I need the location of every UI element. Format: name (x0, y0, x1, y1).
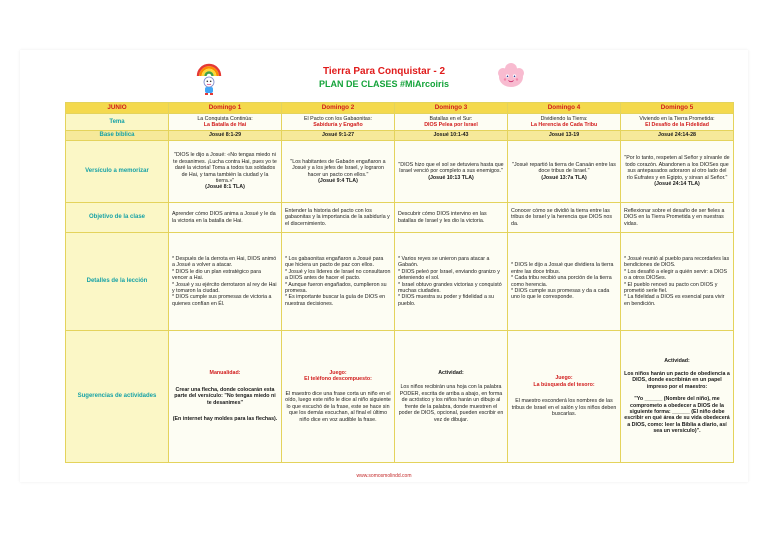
activity-body: Crear una flecha, donde colocarán esta parte del versículo: "No tengas miedo ni te desanimes" (174, 386, 276, 406)
tema-cell (508, 114, 621, 131)
month-cell: JUNIO (66, 103, 169, 114)
activity-title: Juego: El teléfono descompuesto: (304, 370, 372, 383)
sugerencias-cell (169, 331, 282, 463)
day-header: Domingo 2 (282, 103, 395, 114)
versiculo-text: "Los habitantes de Gabaón engañaron a Josué y a los jefes de Israel, y lograron hacer un pacto con ellos." (290, 158, 386, 178)
objetivo-cell: Aprender cómo DIOS anima a Josué y le da la victoria en la batalla de Hai. (169, 203, 282, 233)
day-header: Domingo 3 (395, 103, 508, 114)
activity-note: "Yo ______ (Nombre del niño), me comprometo a obedecer a DIOS de la siguiente forma: ______ (El niño debe escribir en qué área de su vida obedecerá a DIOS, como: leer la Biblia a diario, así sea un versículo)". (624, 396, 730, 435)
page-title: Tierra Para Conquistar - 2 (322, 66, 446, 77)
rainbow-mascot-icon (194, 58, 224, 96)
activity-body: Los niños harán un pacto de obediencia a DIOS, donde escribirán en un papel impreso por el maestro: (624, 370, 730, 390)
detalles-cell: * Varios reyes se unieron para atacar a Gabaón. * DIOS peleó por Israel, enviando granizo y deteniendo el sol. * Israel obtuvo grandes victorias y conquistó muchas ciudades. * DIOS muestra su poder y fidelidad a su pueblo. (395, 233, 508, 331)
tema-cell (395, 114, 508, 131)
base-cell: Josué 9:1-27 (282, 131, 395, 141)
versiculo-cell (508, 141, 621, 203)
base-row (66, 131, 734, 141)
header (20, 50, 748, 102)
detalles-cell: * DIOS le dijo a Josué que dividiera la tierra entre las doce tribus. * Cada tribu recibió una porción de la tierra como herencia. * DIOS cumple sus promesas y da a cada uno lo que le corresponde. (508, 233, 621, 331)
tema-topic: La Herencia de Cada Tribu (530, 122, 598, 128)
base-cell: Josué 24:14-28 (621, 131, 734, 141)
objetivo-cell: Reflexionar sobre el desafío de ser fieles a DIOS en la Tierra Prometida y en nuestras vidas. (621, 203, 734, 233)
activity-title: Actividad: (438, 370, 464, 377)
versiculo-ref: (Josué 13:7a TLA) (541, 174, 587, 181)
versiculo-cell (621, 141, 734, 203)
detalles-row (66, 233, 734, 331)
cloud-mascot-icon (494, 60, 528, 92)
objetivo-cell: Conocer cómo se dividió la tierra entre las tribus de Israel y la herencia que DIOS nos da. (508, 203, 621, 233)
tema-line: Dividiendo la Tierra: (540, 115, 588, 122)
sugerencias-cell (621, 331, 734, 463)
day-header: Domingo 4 (508, 103, 621, 114)
sugerencias-cell (282, 331, 395, 463)
tema-topic: El Desafío de la Fidelidad (645, 122, 709, 128)
objetivo-row (66, 203, 734, 233)
detalles-label: Detalles de la lección (66, 233, 169, 331)
tema-line: El Pacto con los Gabaonitas: (303, 115, 373, 122)
tema-row (66, 114, 734, 131)
day-header: Domingo 5 (621, 103, 734, 114)
detalles-cell: * Los gabaonitas engañaron a Josué para que hiciera un pacto de paz con ellos. * Josué y los líderes de Israel no consultaron a DIOS antes de hacer el pacto. * Aunque fueron engañados, cumplieron su promesa. * Es importante buscar la guía de DIOS en nuestras decisiones. (282, 233, 395, 331)
versiculo-ref: (Josué 8:1 TLA) (205, 184, 245, 191)
tema-topic: Sabiduría y Engaño (313, 122, 363, 128)
versiculo-ref: (Josué 24:14 TLA) (654, 181, 700, 188)
tema-label: Tema (66, 114, 169, 131)
detalles-cell: * Después de la derrota en Hai, DIOS animó a Josué a volver a atacar. * DIOS le dio un plan estratégico para vencer a Hai. * Josué y su ejército derrotaron al rey de Hai y tomaron la ciudad. * DIOS cumple sus promesas de victoria a quienes confían en Él. (169, 233, 282, 331)
activity-title: Actividad: (664, 358, 690, 365)
lesson-plan-sheet (20, 50, 748, 482)
tema-topic: La Batalla de Hai (203, 122, 247, 128)
versiculo-ref: (Josué 9:4 TLA) (318, 177, 358, 184)
versiculo-cell (169, 141, 282, 203)
day-header: Domingo 1 (169, 103, 282, 114)
versiculo-text: "Josué repartió la tierra de Canaán entre las doce tribus de Israel." (512, 161, 616, 175)
tema-cell (169, 114, 282, 131)
versiculo-ref: (Josué 10:13 TLA) (428, 174, 474, 181)
activity-title: Juego: La búsqueda del tesoro: (533, 375, 595, 388)
versiculo-label: Versículo a memorizar (66, 141, 169, 203)
activity-body: Los niños recibirán una hoja con la palabra PODER, escrita de arriba a abajo, en forma de acróstico y los niños harán un dibujo al frente de la palabra, donde muestren el poder de DIOS, opcional, pueden escribir en vez de dibujar. (398, 384, 504, 423)
lesson-plan-table (65, 102, 734, 463)
header-row (66, 103, 734, 114)
activity-note: (En internet hay moldes para las flechas). (172, 416, 278, 423)
tema-cell (282, 114, 395, 131)
versiculo-row (66, 141, 734, 203)
objetivo-label: Objetivo de la clase (66, 203, 169, 233)
base-cell: Josué 10:1-43 (395, 131, 508, 141)
activity-title: Manualidad: (209, 370, 241, 377)
activity-body: El maestro esconderá los nombres de las tribus de Israel en el salón y los niños deben buscarlas. (511, 398, 617, 418)
versiculo-text: "DIOS hizo que el sol se detuviera hasta que Israel venció por completo a sus enemigos." (398, 161, 504, 175)
sugerencias-cell (395, 331, 508, 463)
tema-topic: DIOS Pelea por Israel (424, 122, 478, 128)
sugerencias-label: Sugerencias de actividades (66, 331, 169, 463)
tema-line: Batallas en el Sur: (429, 115, 473, 122)
base-cell: Josué 13-19 (508, 131, 621, 141)
tema-cell (621, 114, 734, 131)
base-label: Base bíblica (66, 131, 169, 141)
page-subtitle: PLAN DE CLASES #MiArcoiris (318, 79, 450, 89)
versiculo-cell (395, 141, 508, 203)
tema-line: Viviendo en la Tierra Prometida: (639, 115, 715, 122)
activity-body: El maestro dice una frase corta un niño en el oído, luego este niño le dice al niño siguiente lo que escuchó de la frase, este se hace sin que los demás escuchan, al final el último niño dice en voz audible la frase. (285, 390, 391, 423)
versiculo-text: "DIOS le dijo a Josué: «No tengas miedo ni te desanimes. ¡Lucha contra Hai, pues yo te daré la victoria! Toma a todos tus soldados de Hai, y tama también la ciudad y la tierra.»" (173, 152, 277, 184)
detalles-cell: * Josué reunió al pueblo para recordarles las bendiciones de DIOS. * Los desafió a elegir a quién servir: a DIOS o a otros DIOSes. * El pueblo renovó su pacto con DIOS y prometió serle fiel. * La fidelidad a DIOS es esencial para vivir en bendición. (621, 233, 734, 331)
objetivo-cell: Descubrir cómo DIOS intervino en las batallas de Israel y les dio la victoria. (395, 203, 508, 233)
sugerencias-row (66, 331, 734, 463)
base-cell: Josué 8:1-29 (169, 131, 282, 141)
sugerencias-cell (508, 331, 621, 463)
versiculo-text: "Por lo tanto, respeten al Señor y sírvanle de todo corazón. Abandonen a los DIOSes que sus antepasados adoraron al otro lado del río Éufrates y en Egipto, y sirvan al Señor." (624, 155, 730, 181)
versiculo-cell (282, 141, 395, 203)
tema-line: La Conquista Continúa: (197, 115, 253, 122)
objetivo-cell: Entender la historia del pacto con los gabaonitas y la importancia de la sabiduría y el discernimiento. (282, 203, 395, 233)
footer-url[interactable]: www.somosmolindd.com (356, 473, 412, 479)
